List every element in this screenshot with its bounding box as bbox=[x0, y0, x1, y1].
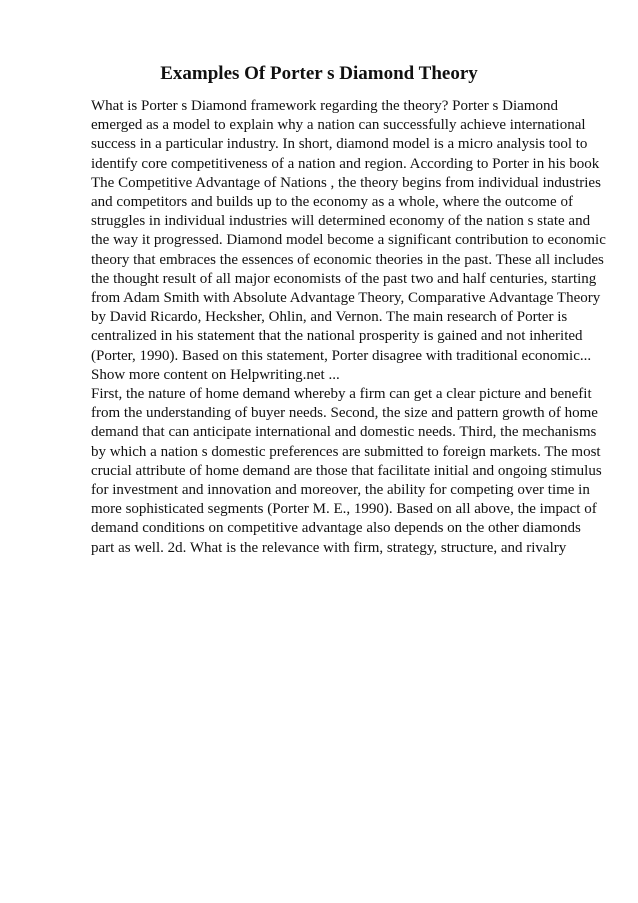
show-more-link[interactable]: Show more content on Helpwriting.net ... bbox=[91, 366, 340, 383]
body-line: struggles in individual industries will determined economy of the nation s state and bbox=[91, 213, 591, 230]
body-line: part as well. 2d. What is the relevance with firm, strategy, structure, and rivalry bbox=[91, 539, 567, 556]
body-line: The Competitive Advantage of Nations , the theory begins from individual industries bbox=[91, 174, 601, 191]
body-line: demand conditions on competitive advantage also depends on the other diamonds bbox=[91, 520, 581, 537]
body-line: (Porter, 1990). Based on this statement, Porter disagree with traditional economic... bbox=[91, 347, 592, 364]
body-line: First, the nature of home demand whereby a firm can get a clear picture and benefit bbox=[91, 386, 592, 403]
body-line: identify core competitiveness of a nation and region. According to Porter in his book bbox=[91, 155, 600, 172]
body-line: by which a nation s domestic preferences are submitted to foreign markets. The most bbox=[91, 443, 601, 460]
body-line: the way it progressed. Diamond model become a significant contribution to economic bbox=[91, 232, 606, 249]
body-line: crucial attribute of home demand are those that facilitate initial and ongoing stimulus bbox=[91, 462, 602, 479]
body-line: emerged as a model to explain why a nation can successfully achieve international bbox=[91, 117, 586, 134]
document-body bbox=[91, 97, 611, 558]
body-line: from Adam Smith with Absolute Advantage Theory, Comparative Advantage Theory bbox=[91, 290, 601, 307]
body-line: success in a particular industry. In short, diamond model is a micro analysis tool to bbox=[91, 136, 588, 153]
body-line: more sophisticated segments (Porter M. E., 1990). Based on all above, the impact of bbox=[91, 501, 597, 518]
body-line: theory that embraces the essences of economic theories in the past. These all includes bbox=[91, 251, 604, 268]
body-line: What is Porter s Diamond framework regarding the theory? Porter s Diamond bbox=[91, 98, 558, 114]
document-title: Examples Of Porter s Diamond Theory bbox=[160, 63, 478, 84]
body-line: for investment and innovation and moreover, the ability for competing over time in bbox=[91, 482, 590, 499]
body-line: centralized in his statement that the national prosperity is gained and not inherited bbox=[91, 328, 583, 345]
body-line: from the understanding of buyer needs. Second, the size and pattern growth of home bbox=[91, 405, 598, 422]
body-line: the thought result of all major economists of the past two and half centuries, starting bbox=[91, 270, 597, 287]
body-line: demand that can anticipate international and domestic needs. Third, the mechanisms bbox=[91, 424, 597, 441]
body-line: and competitors and builds up to the economy as a whole, where the outcome of bbox=[91, 194, 573, 211]
body-line: by David Ricardo, Hecksher, Ohlin, and Vernon. The main research of Porter is bbox=[91, 309, 568, 326]
